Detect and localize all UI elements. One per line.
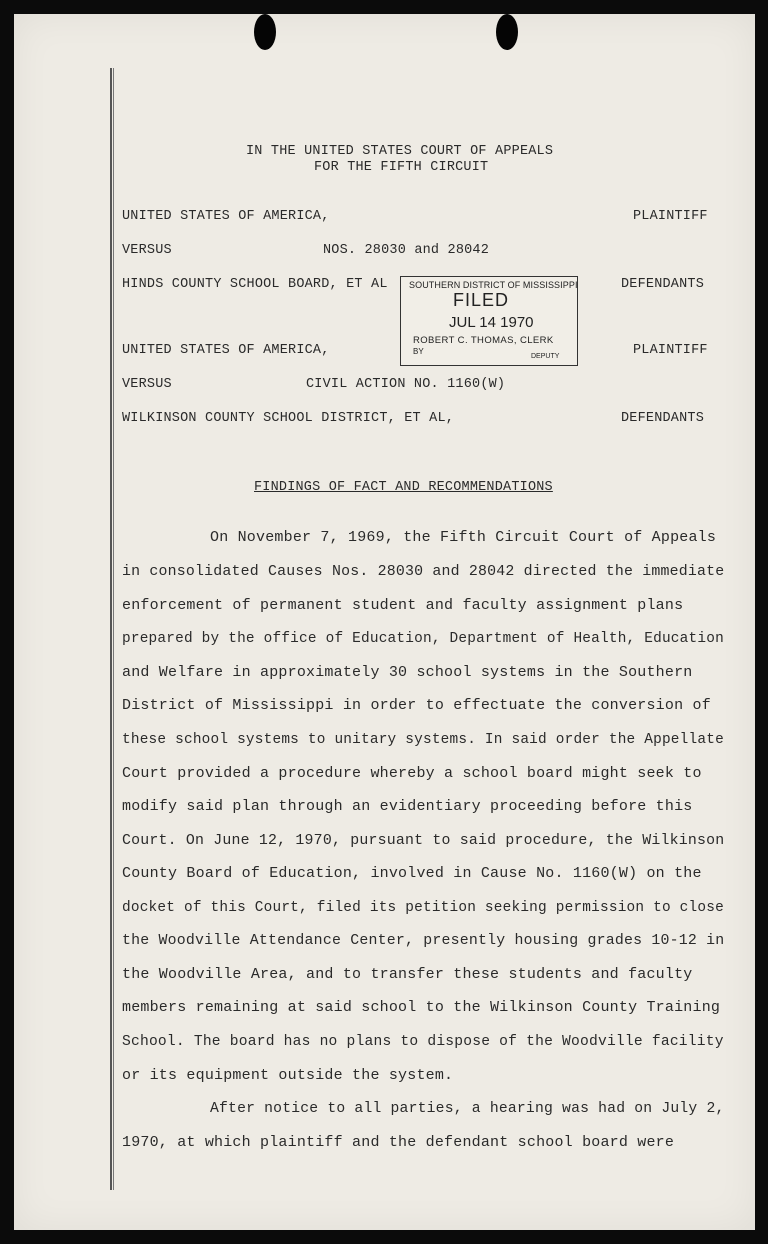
stamp-deputy: DEPUTY xyxy=(531,353,560,360)
body-line: School. The board has no plans to dispose of the Woodville facility xyxy=(122,1033,724,1050)
body-line: enforcement of permanent student and faculty assignment plans xyxy=(122,597,684,614)
case2-versus: VERSUS xyxy=(122,377,172,392)
body-line: 1970, at which plaintiff and the defendant school board were xyxy=(122,1134,675,1151)
body-line: docket of this Court, filed its petition seeking permission to close xyxy=(122,899,724,916)
stamp-date: JUL 14 1970 xyxy=(449,314,534,331)
body-line: prepared by the office of Education, Department of Health, Education xyxy=(122,630,724,647)
court-name-line2: FOR THE FIFTH CIRCUIT xyxy=(314,160,489,175)
body-line: these school systems to unitary systems. In said order the Appellate xyxy=(122,731,724,748)
filed-stamp xyxy=(400,276,578,366)
section-heading: FINDINGS OF FACT AND RECOMMENDATIONS xyxy=(254,480,553,495)
case2-defendant: WILKINSON COUNTY SCHOOL DISTRICT, ET AL, xyxy=(122,411,455,426)
stamp-district: SOUTHERN DISTRICT OF MISSISSIPPI xyxy=(409,280,578,290)
margin-rule xyxy=(110,68,112,1190)
case1-plaintiff-role: PLAINTIFF xyxy=(633,209,708,224)
body-line: modify said plan through an evidentiary proceeding before this xyxy=(122,798,693,815)
body-line: or its equipment outside the system. xyxy=(122,1067,454,1084)
punch-hole xyxy=(496,14,518,50)
case1-versus: VERSUS xyxy=(122,243,172,258)
stamp-by: BY xyxy=(413,347,424,356)
body-line: and Welfare in approximately 30 school systems in the Southern xyxy=(122,664,693,681)
body-line: the Woodville Attendance Center, presently housing grades 10-12 in xyxy=(122,932,725,949)
punch-hole xyxy=(254,14,276,50)
case1-defendant: HINDS COUNTY SCHOOL BOARD, ET AL xyxy=(122,277,388,292)
case2-civil-action: CIVIL ACTION NO. 1160(W) xyxy=(306,377,506,392)
body-line: After notice to all parties, a hearing was had on July 2, xyxy=(210,1100,725,1117)
body-line: the Woodville Area, and to transfer these students and faculty xyxy=(122,966,693,983)
case2-defendant-role: DEFENDANTS xyxy=(621,411,705,426)
body-line: County Board of Education, involved in Cause No. 1160(W) on the xyxy=(122,865,702,882)
body-line: members remaining at said school to the Wilkinson County Training xyxy=(122,999,721,1016)
stamp-clerk: ROBERT C. THOMAS, CLERK xyxy=(413,335,554,346)
case2-plaintiff-role: PLAINTIFF xyxy=(633,343,708,358)
body-line: in consolidated Causes Nos. 28030 and 28042 directed the immediate xyxy=(122,563,725,580)
body-line: On November 7, 1969, the Fifth Circuit Court of Appeals xyxy=(210,529,717,546)
body-line: Court provided a procedure whereby a school board might seek to xyxy=(122,765,702,782)
body-line: Court. On June 12, 1970, pursuant to said procedure, the Wilkinson xyxy=(122,832,725,849)
case1-case-numbers: NOS. 28030 and 28042 xyxy=(323,243,490,258)
case2-plaintiff: UNITED STATES OF AMERICA, xyxy=(122,343,330,358)
body-line: District of Mississippi in order to effectuate the conversion of xyxy=(122,697,711,714)
case1-plaintiff: UNITED STATES OF AMERICA, xyxy=(122,209,330,224)
court-name-line1: IN THE UNITED STATES COURT OF APPEALS xyxy=(246,144,554,159)
margin-rule xyxy=(113,68,114,1190)
case1-defendant-role: DEFENDANTS xyxy=(621,277,705,292)
stamp-filed: FILED xyxy=(453,290,510,310)
